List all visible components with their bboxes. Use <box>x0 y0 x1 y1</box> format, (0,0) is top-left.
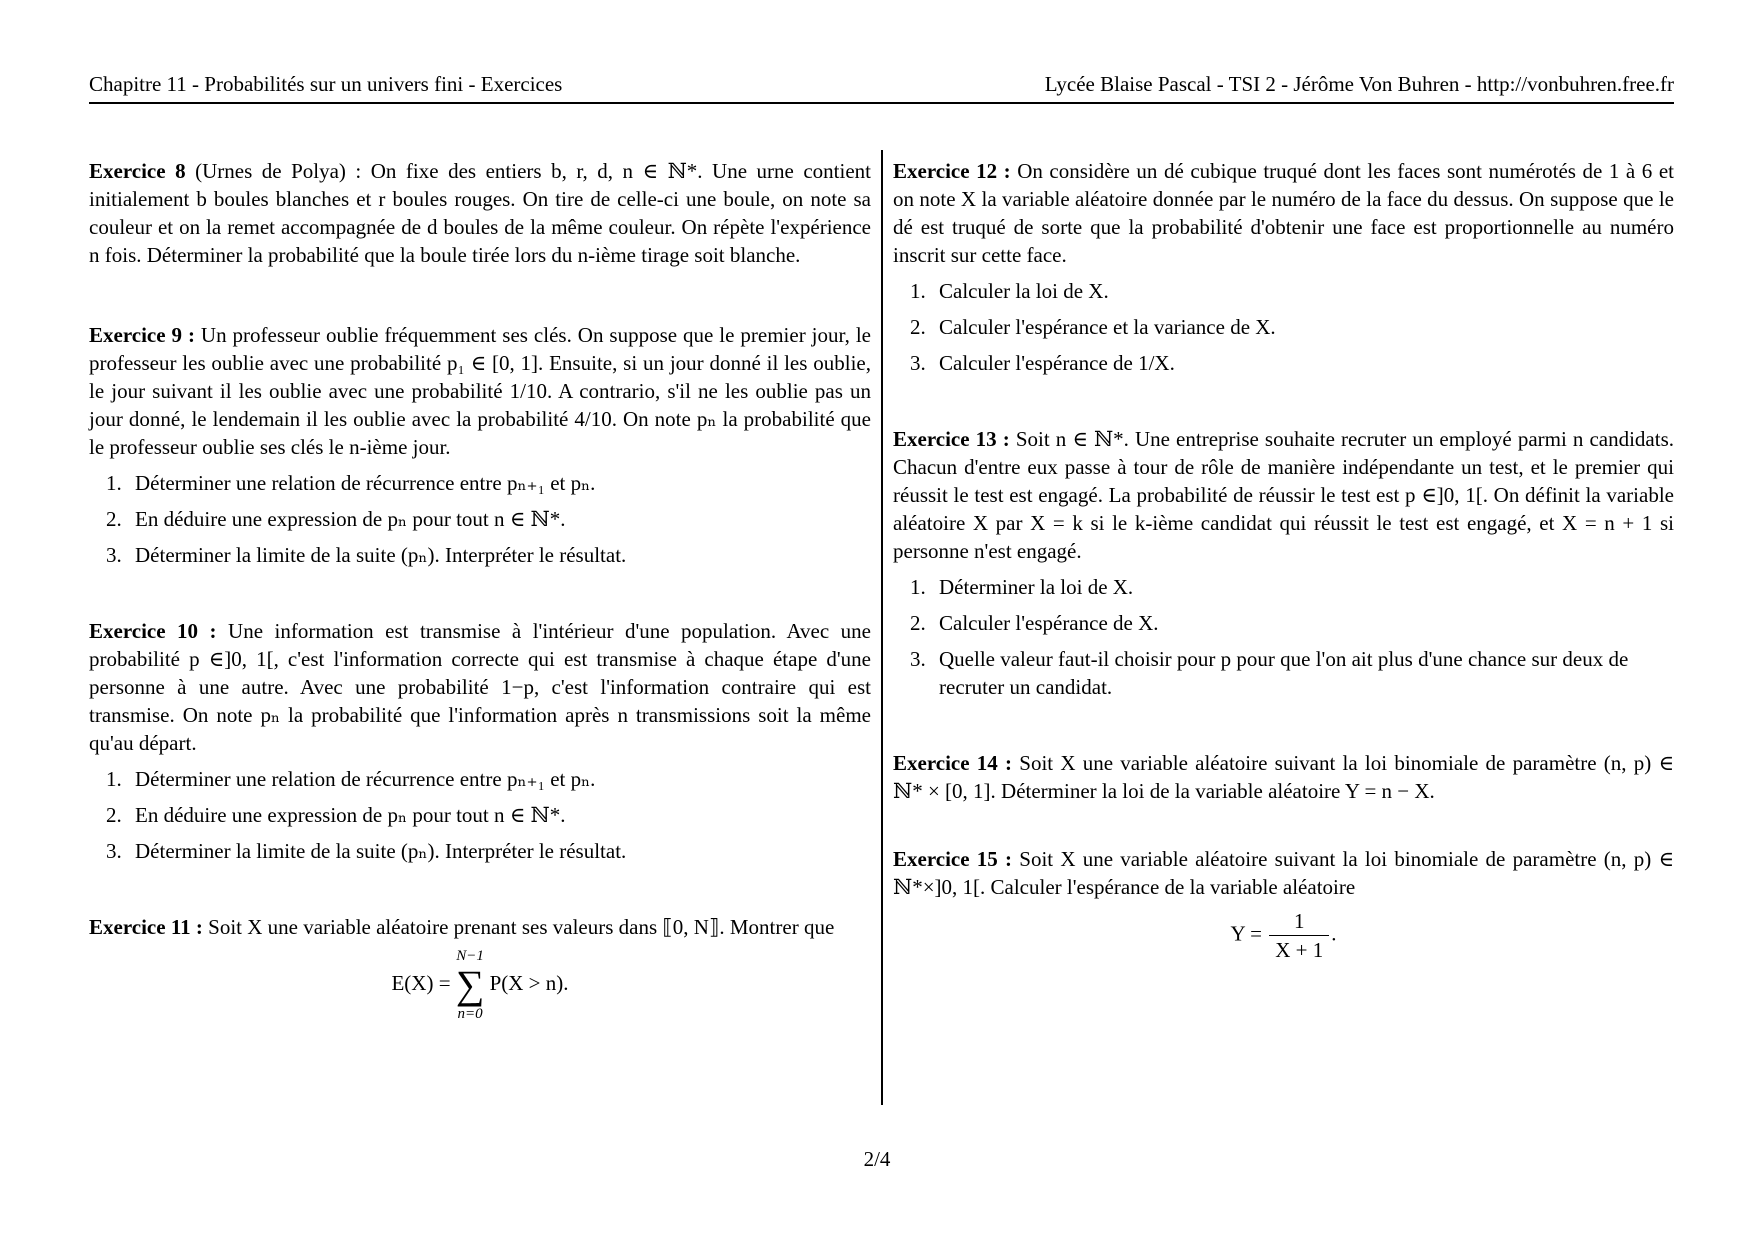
exercise-10-questions <box>89 765 871 865</box>
exercise-11-text: Soit X une variable aléatoire prenant ses valeurs dans ⟦0, N⟧. Montrer que <box>208 915 835 939</box>
exercise-9-title: Exercice 9 : <box>89 323 195 347</box>
exercise-15 <box>893 845 1674 964</box>
exercise-11-title: Exercice 11 : <box>89 915 203 939</box>
page-number: 2/4 <box>863 1147 891 1171</box>
exercise-11-formula: E(X) = N−1 ∑ n=0 P(X > n). <box>391 948 569 1022</box>
exercise-9-text: Un professeur oublie fréquemment ses clés. On suppose que le premier jour, le professeur les oublie avec une probabilité p₁ ∈ [0, 1]. Ensuite, si un jour donné il les oublie, le jour suivant il les oublie avec une probabilité 1/10. A contrario, s'il ne les oublie pas un jour donné, le lendemain il les oublie avec la probabilité 4/10. On note pₙ la probabilité que le professeur oublie ses clés le n-ième jour. <box>89 323 871 459</box>
column-divider <box>881 150 883 1105</box>
exercise-9 <box>89 321 871 569</box>
exercise-12-title: Exercice 12 : <box>893 159 1011 183</box>
exercise-15-text: Soit X une variable aléatoire suivant la loi binomiale de paramètre (n, p) ∈ ℕ*×]0, 1[. Calculer l'espérance de la variable aléatoire <box>893 847 1675 899</box>
list-item: 3. Déterminer la limite de la suite (pₙ). Interpréter le résultat. <box>106 839 627 863</box>
header-author-info: Lycée Blaise Pascal - TSI 2 - Jérôme Von Buhren - http://vonbuhren.free.fr <box>1044 72 1674 96</box>
exercise-12 <box>893 157 1674 377</box>
exercise-11 <box>89 913 871 1023</box>
list-item: 1. Calculer la loi de X. <box>910 279 1109 303</box>
page-header <box>89 72 1674 104</box>
exercise-13-questions <box>893 573 1674 701</box>
list-item: 2. En déduire une expression de pₙ pour tout n ∈ ℕ*. <box>106 803 566 827</box>
exercise-12-questions <box>893 277 1674 377</box>
exercise-15-formula: Y = $\frac{1}{X + 1}$ . <box>1230 909 1337 962</box>
exercise-10-text: Une information est transmise à l'intérieur d'une population. Avec une probabilité p ∈]0, 1[, c'est l'information correcte qui est transmise à chaque étape d'une personne à une autre. Avec une probabilité 1−p, c'est l'information contraire qui est transmise. On note pₙ la probabilité que l'information après n transmissions soit la même qu'au départ. <box>89 619 872 755</box>
list-item: 1. Déterminer la loi de X. <box>910 575 1134 599</box>
exercise-13 <box>893 425 1674 701</box>
summation: N−1 ∑ n=0 <box>455 948 485 1022</box>
exercise-14-text: Soit X une variable aléatoire suivant la loi binomiale de paramètre (n, p) ∈ ℕ* × [0, 1]. Déterminer la loi de la variable aléatoire Y = n − X. <box>893 751 1675 803</box>
exercise-15-title: Exercice 15 : <box>893 847 1013 871</box>
exercise-10 <box>89 617 871 865</box>
exercise-13-text: Soit n ∈ ℕ*. Une entreprise souhaite recruter un employé parmi n candidats. Chacun d'entre eux passe à tour de rôle de manière indépendante un test, et le premier qui réussit le test est engagé. La probabilité de réussir le test est p ∈]0, 1[. On définit la variable aléatoire X par X = k si le k-ième candidat qui réussit le test est engagé, et X = n + 1 si personne n'est engagé. <box>893 427 1675 563</box>
exercise-14 <box>893 749 1674 805</box>
right-column <box>893 157 1674 964</box>
exercise-9-questions <box>89 469 871 569</box>
list-item: 3. Quelle valeur faut-il choisir pour p pour que l'on ait plus d'une chance sur deux de recruter un candidat. <box>910 647 1629 699</box>
exercise-14-title: Exercice 14 : <box>893 751 1013 775</box>
list-item: 2. Calculer l'espérance de X. <box>910 611 1159 635</box>
exercise-10-title: Exercice 10 : <box>89 619 217 643</box>
exercise-8-text: (Urnes de Polya) : On fixe des entiers b, r, d, n ∈ ℕ*. Une urne contient initialement b boules blanches et r boules rouges. On tire de celle-ci une boule, on note sa couleur et on la remet accompagnée de d boules de la même couleur. On répète l'expérience n fois. Déterminer la probabilité que la boule tirée lors du n-ième tirage soit blanche. <box>89 159 871 267</box>
list-item: 1. Déterminer une relation de récurrence entre pₙ₊₁ et pₙ. <box>106 471 596 495</box>
list-item: 2. Calculer l'espérance et la variance de X. <box>910 315 1276 339</box>
exercise-8 <box>89 157 871 269</box>
exercise-8-title: Exercice 8 <box>89 159 186 183</box>
header-chapter-title: Chapitre 11 - Probabilités sur un univers fini - Exercices <box>89 72 563 96</box>
exercise-12-text: On considère un dé cubique truqué dont les faces sont numérotés de 1 à 6 et on note X la variable aléatoire donnée par le numéro de la face du dessus. On suppose que le dé est truqué de sorte que la probabilité d'obtenir une face est proportionnelle au numéro inscrit sur cette face. <box>893 159 1674 267</box>
list-item: 1. Déterminer une relation de récurrence entre pₙ₊₁ et pₙ. <box>106 767 596 791</box>
exercise-13-title: Exercice 13 : <box>893 427 1010 451</box>
fraction: $\frac{1}{X + 1}$ <box>1269 907 1329 964</box>
left-column <box>89 157 871 1023</box>
list-item: 3. Déterminer la limite de la suite (pₙ). Interpréter le résultat. <box>106 543 627 567</box>
list-item: 3. Calculer l'espérance de 1/X. <box>910 351 1175 375</box>
list-item: 2. En déduire une expression de pₙ pour tout n ∈ ℕ*. <box>106 507 566 531</box>
